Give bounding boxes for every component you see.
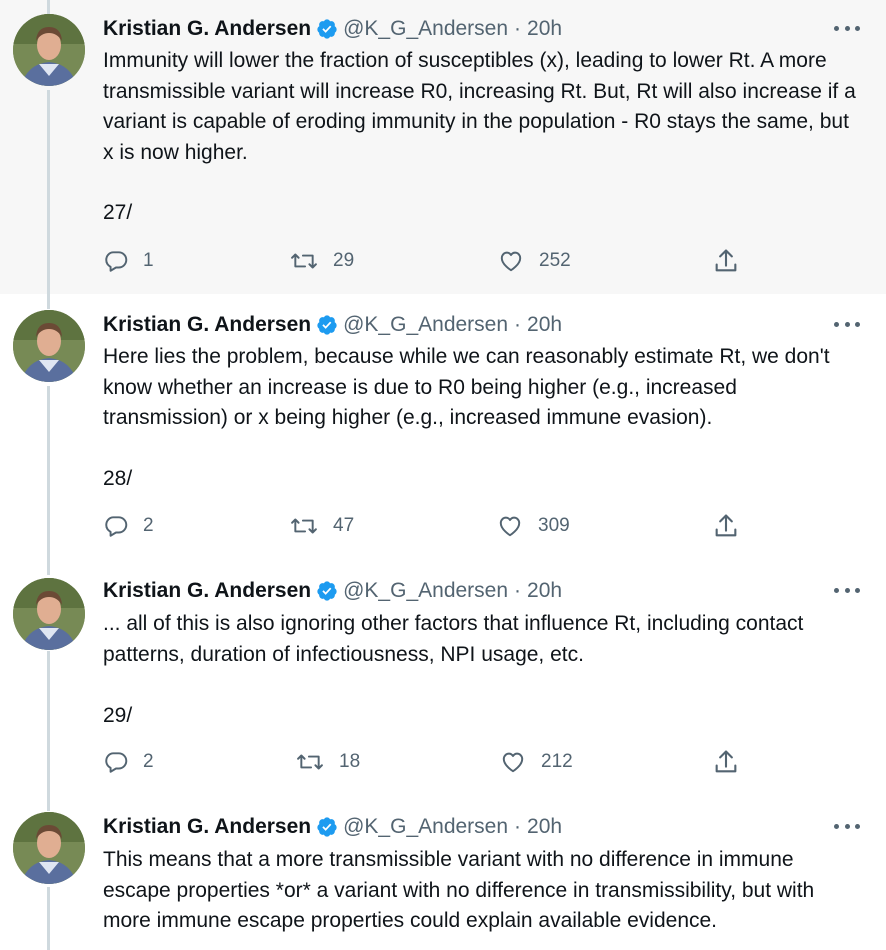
- retweet-count: 47: [333, 515, 355, 536]
- share-button[interactable]: [712, 745, 740, 779]
- author-handle[interactable]: @K_G_Andersen: [343, 815, 509, 838]
- share-button[interactable]: [712, 509, 740, 543]
- tweet-actions: [103, 244, 743, 278]
- like-icon: [496, 513, 524, 539]
- more-options-icon[interactable]: [834, 314, 860, 334]
- verified-badge-icon: [316, 580, 338, 602]
- reply-button[interactable]: [103, 244, 154, 278]
- like-count: 252: [539, 250, 571, 271]
- like-button[interactable]: [499, 745, 573, 779]
- tweet[interactable]: [0, 0, 886, 294]
- tweet-header: [103, 310, 562, 340]
- reply-icon: [103, 248, 129, 274]
- author-handle[interactable]: @K_G_Andersen: [343, 17, 509, 40]
- retweet-button[interactable]: [289, 244, 354, 278]
- tweet-text: This means that a more transmissible variant with no difference in immune escape properties *or* a variant with no difference in transmissibility, but with more immune escape properties could explain available evidence.: [103, 848, 815, 932]
- author-handle[interactable]: @K_G_Andersen: [343, 579, 509, 602]
- avatar-image: [13, 812, 85, 884]
- share-icon: [712, 748, 740, 776]
- reply-count: 2: [143, 751, 154, 772]
- tweet-header: [103, 812, 562, 842]
- like-button[interactable]: [496, 509, 570, 543]
- tweet[interactable]: [0, 564, 886, 800]
- verified-badge-icon: [316, 18, 338, 40]
- more-options-icon[interactable]: [834, 18, 860, 38]
- author-name[interactable]: Kristian G. Andersen: [103, 17, 312, 40]
- avatar[interactable]: [13, 578, 85, 650]
- share-button[interactable]: [712, 244, 740, 278]
- avatar[interactable]: [13, 310, 85, 382]
- author-name[interactable]: Kristian G. Andersen: [103, 579, 312, 602]
- separator: ·: [514, 815, 522, 838]
- avatar[interactable]: [13, 14, 85, 86]
- thread-line: [47, 0, 50, 14]
- tweet[interactable]: [0, 294, 886, 564]
- share-icon: [712, 512, 740, 540]
- timestamp[interactable]: 20h: [527, 313, 563, 336]
- thread-number: 28/: [103, 467, 133, 490]
- reply-button[interactable]: [103, 745, 154, 779]
- tweet-actions: [103, 509, 743, 543]
- tweet-actions: [103, 745, 743, 779]
- reply-button[interactable]: [103, 509, 154, 543]
- more-options-icon[interactable]: [834, 816, 860, 836]
- tweet-text: Immunity will lower the fraction of susceptibles (x), leading to lower Rt. A more transmissible variant will increase R0, increasing Rt. But, Rt will also increase if a variant is capable of eroding immunity in the population - R0 stays the same, but x is now higher.: [103, 49, 856, 164]
- timestamp[interactable]: 20h: [527, 579, 563, 602]
- separator: ·: [514, 313, 522, 336]
- reply-icon: [103, 513, 129, 539]
- reply-icon: [103, 749, 129, 775]
- tweet[interactable]: [0, 800, 886, 950]
- retweet-count: 18: [339, 751, 361, 772]
- separator: ·: [514, 579, 522, 602]
- retweet-count: 29: [333, 250, 355, 271]
- avatar-image: [13, 310, 85, 382]
- retweet-icon: [289, 248, 319, 274]
- more-options-icon[interactable]: [834, 580, 860, 600]
- retweet-icon: [295, 749, 325, 775]
- thread-line: [47, 90, 50, 294]
- thread-number: 29/: [103, 704, 133, 727]
- tweet-text: Here lies the problem, because while we can reasonably estimate Rt, we don't know whether an increase is due to R0 being higher (e.g., increased transmission) or x being higher (e.g., increased immune evasion).: [103, 345, 830, 429]
- tweet-header: [103, 576, 562, 606]
- verified-badge-icon: [316, 314, 338, 336]
- author-name[interactable]: Kristian G. Andersen: [103, 815, 312, 838]
- retweet-icon: [289, 513, 319, 539]
- avatar[interactable]: [13, 812, 85, 884]
- reply-count: 1: [143, 250, 154, 271]
- author-name[interactable]: Kristian G. Andersen: [103, 313, 312, 336]
- avatar-image: [13, 578, 85, 650]
- like-icon: [497, 248, 525, 274]
- reply-count: 2: [143, 515, 154, 536]
- avatar-image: [13, 14, 85, 86]
- timestamp[interactable]: 20h: [527, 17, 563, 40]
- like-button[interactable]: [497, 244, 571, 278]
- like-count: 309: [538, 515, 570, 536]
- like-count: 212: [541, 751, 573, 772]
- separator: ·: [514, 17, 522, 40]
- like-icon: [499, 749, 527, 775]
- retweet-button[interactable]: [289, 509, 354, 543]
- author-handle[interactable]: @K_G_Andersen: [343, 313, 509, 336]
- tweet-header: [103, 14, 562, 44]
- timestamp[interactable]: 20h: [527, 815, 563, 838]
- tweet-text: ... all of this is also ignoring other factors that influence Rt, including contact patterns, duration of infectiousness, NPI usage, etc.: [103, 612, 804, 666]
- thread-number: 27/: [103, 201, 133, 224]
- retweet-button[interactable]: [295, 745, 360, 779]
- share-icon: [712, 247, 740, 275]
- verified-badge-icon: [316, 816, 338, 838]
